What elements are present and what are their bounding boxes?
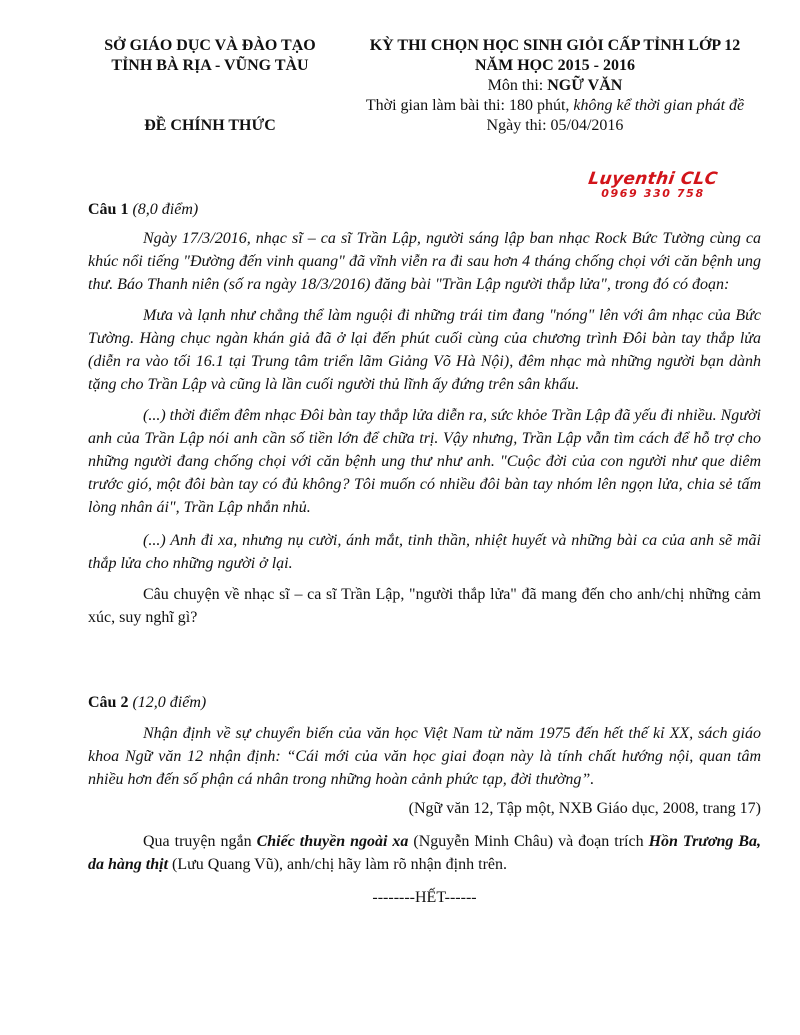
prompt-part-c: (Lưu Quang Vũ), anh/chị hãy làm rõ nhận định trên.: [168, 856, 507, 873]
prompt-part-a: Qua truyện ngắn: [143, 833, 257, 850]
question-1-intro: Ngày 17/3/2016, nhạc sĩ – ca sĩ Trần Lập, người sáng lập ban nhạc Rock Bức Tường cùng ca khúc nổi tiếng "Đường đến vinh quang" đã vĩnh viễn ra đi sau hơn 4 tháng chống chọi với căn bệnh ung thư. Báo Thanh niên (số ra ngày 18/3/2016) đăng bài "Trần Lập người thắp lửa", trong đó có đoạn:: [88, 230, 761, 293]
exam-header: [345, 36, 765, 136]
subject-line: [345, 76, 765, 96]
time-label: Thời gian làm bài thi: 180 phút,: [365, 97, 574, 114]
issuer-header: [90, 36, 330, 76]
question-2-label: Câu 2: [88, 694, 129, 711]
province-name: TỈNH BÀ RỊA - VŨNG TÀU: [111, 57, 309, 74]
exam-date: Ngày thi: 05/04/2016: [486, 117, 624, 134]
subject-label: Môn thi:: [487, 77, 548, 94]
question-2-heading: [88, 691, 761, 714]
question-1-heading: [88, 198, 761, 221]
work-title-1: Chiếc thuyền ngoài xa: [256, 833, 409, 850]
department-name: SỞ GIÁO DỤC VÀ ĐÀO TẠO: [104, 37, 316, 54]
subject-name: NGỮ VĂN: [547, 77, 623, 94]
question-2-points: (12,0 điểm): [132, 694, 207, 711]
school-year: NĂM HỌC 2015 - 2016: [475, 57, 635, 74]
quote-paragraph-2: (...) thời điểm đêm nhạc Đôi bàn tay thắp lửa diễn ra, sức khỏe Trần Lập đã yếu đi nhiều. Người anh của Trần Lập nói anh cần số tiền lớn để chữa trị. Vậy nhưng, Trần Lập vẫn tìm cách để hỗ trợ cho những người đang chống chọi với căn bệnh ung thư như anh. "Cuộc đời của con người như que diêm trước gió, một đôi bàn tay có đủ không? Tôi muốn có nhiều đôi bàn tay nhóm lên ngọn lửa, chia sẻ tấm lòng nhân ái", Trần Lập nhắn nhủ.: [88, 407, 761, 516]
question-2-prompt: [88, 830, 761, 876]
question-1-label: Câu 1: [88, 201, 129, 218]
official-exam-label: ĐỀ CHÍNH THỨC: [144, 117, 276, 134]
time-line: [345, 96, 765, 116]
prompt-part-b: (Nguyễn Minh Châu) và đoạn trích: [408, 833, 649, 850]
question-1-prompt: Câu chuyện về nhạc sĩ – ca sĩ Trần Lập, "người thắp lửa" đã mang đến cho anh/chị những cảm xúc, suy nghĩ gì?: [88, 586, 761, 626]
stamp-phone: 0969 330 758: [601, 187, 705, 200]
watermark-stamp: [578, 170, 728, 200]
quote-paragraph-3: (...) Anh đi xa, nhưng nụ cười, ánh mắt, tinh thần, nhiệt huyết và những bài ca của anh sẽ mãi thắp lửa cho những người ở lại.: [88, 532, 761, 572]
end-marker: --------HẾT------: [372, 889, 477, 906]
work-title-2: Hồn Trương Ba, da hàng thịt: [88, 833, 762, 873]
question-2-quote: Nhận định về sự chuyển biến của văn học Việt Nam từ năm 1975 đến hết thế kỉ XX, sách giáo khoa Ngữ văn 12 nhận định: “Cái mới của văn học giai đoạn này là tính chất hướng nội, quan tâm nhiều hơn đến số phận cá nhân trong những hoàn cảnh phức tạp, đời thường”.: [88, 725, 761, 788]
question-1-points: (8,0 điểm): [132, 201, 199, 218]
time-note: không kể thời gian phát đề: [573, 97, 745, 114]
quote-paragraph-1: Mưa và lạnh như chẳng thể làm nguội đi những trái tim đang "nóng" lên với âm nhạc của Bức Tường. Hàng chục ngàn khán giả đã ở lại đến phút cuối cùng của chương trình Đôi bàn tay thắp lửa (diễn ra vào tối 16.1 tại Trung tâm triển lãm Giảng Võ Hà Nội), đêm nhạc mà những người bạn dành tặng cho Trần Lập và cũng là lần cuối người thủ lĩnh ấy đứng trên sân khấu.: [88, 307, 761, 393]
exam-title: KỲ THI CHỌN HỌC SINH GIỎI CẤP TỈNH LỚP 12: [369, 37, 741, 54]
quote-source: (Ngữ văn 12, Tập một, NXB Giáo dục, 2008, trang 17): [408, 800, 761, 817]
stamp-brand: Luyenthi CLC: [587, 169, 719, 189]
exam-body: [88, 198, 761, 909]
